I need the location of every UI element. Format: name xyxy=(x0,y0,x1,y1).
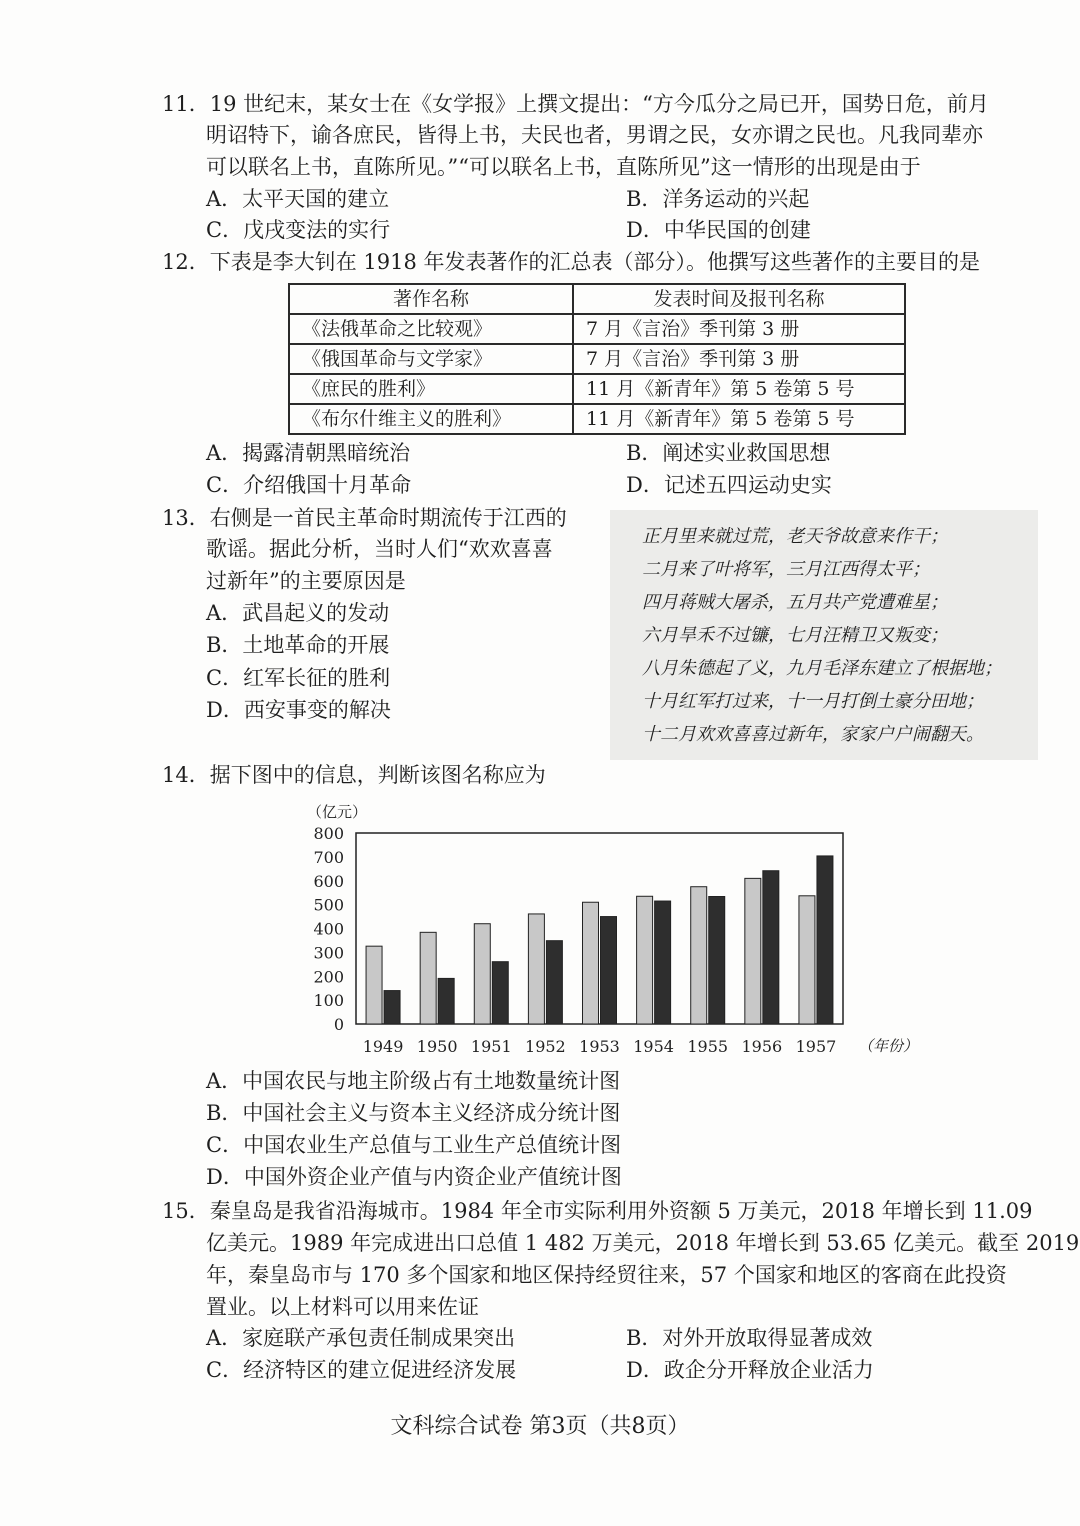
x-tick-label: 1953 xyxy=(579,1037,620,1056)
q14-option-c: C．中国农业生产总值与工业生产总值统计图 xyxy=(206,1133,622,1157)
q13-line-3: 过新年”的主要原因是 xyxy=(206,569,406,593)
x-tick-label: 1957 xyxy=(795,1037,837,1056)
q12-option-a: A．揭露清朝黑暗统治 xyxy=(206,441,411,465)
q11-option-b: B．洋务运动的兴起 xyxy=(626,187,810,211)
q12-option-d: D．记述五四运动史实 xyxy=(626,473,832,497)
y-tick-label: 100 xyxy=(313,991,344,1011)
table-cell: 7 月《言治》季刊第 3 册 xyxy=(573,314,905,344)
table-header-title: 著作名称 xyxy=(289,284,573,314)
y-tick-label: 800 xyxy=(313,824,344,843)
song-line: 十月红军打过来，十一月打倒土豪分田地； xyxy=(642,691,984,712)
y-tick-label: 300 xyxy=(313,943,344,963)
x-tick-label: 1949 xyxy=(362,1037,404,1056)
table-cell: 《布尔什维主义的胜利》 xyxy=(289,404,573,434)
q13-option-c: C．红军长征的胜利 xyxy=(206,666,391,690)
bar-light-1951 xyxy=(474,924,490,1024)
bar-light-1955 xyxy=(691,887,707,1024)
q11-line-1: 11．19 世纪末，某女士在《女学报》上撰文提出：“方今瓜分之局已开，国势日危，前月 xyxy=(162,92,989,116)
bar-dark-1950 xyxy=(438,978,454,1024)
bar-dark-1952 xyxy=(546,941,562,1024)
q15-line-1: 15．秦皇岛是我省沿海城市。1984 年全市实际利用外资额 5 万美元，2018 年增长到 11.09 xyxy=(162,1199,1033,1223)
x-tick-label: 1955 xyxy=(687,1037,729,1056)
bar-dark-1949 xyxy=(384,991,400,1024)
folk-song-box xyxy=(610,510,1038,760)
y-tick-label: 500 xyxy=(313,895,344,915)
q12-option-b: B．阐述实业救国思想 xyxy=(626,441,831,465)
song-line: 六月旱禾不过镰，七月汪精卫又叛变； xyxy=(642,625,948,646)
bar-dark-1953 xyxy=(601,917,617,1024)
q15-option-a: A．家庭联产承包责任制成果突出 xyxy=(206,1326,516,1350)
y-axis-label: （亿元） xyxy=(307,803,368,821)
q14-option-d: D．中国外资企业产值与内资企业产值统计图 xyxy=(206,1165,622,1189)
table-cell: 11 月《新青年》第 5 卷第 5 号 xyxy=(573,404,905,434)
song-line: 正月里来就过荒，老天爷故意来作干； xyxy=(642,526,948,547)
bar-dark-1954 xyxy=(655,901,671,1024)
q15-option-b: B．对外开放取得显著成效 xyxy=(626,1326,873,1350)
table-cell: 《庶民的胜利》 xyxy=(289,374,573,404)
q15-option-d: D．政企分开释放企业活力 xyxy=(626,1358,874,1382)
bar-light-1957 xyxy=(799,896,815,1024)
x-tick-label: 1950 xyxy=(416,1037,458,1056)
q13-option-b: B．土地革命的开展 xyxy=(206,633,390,657)
x-tick-label: 1952 xyxy=(525,1037,566,1056)
song-line: 二月来了叶将军，三月江西得太平； xyxy=(642,559,930,580)
page-footer: 文科综合试卷 第3页（共8页） xyxy=(390,1414,690,1439)
bar-light-1953 xyxy=(583,902,599,1024)
q15-line-3: 年，秦皇岛市与 170 多个国家和地区保持经贸往来，57 个国家和地区的客商在此投资 xyxy=(206,1263,1007,1287)
q14-option-a: A．中国农民与地主阶级占有土地数量统计图 xyxy=(206,1069,621,1093)
q13-line-2: 歌谣。据此分析，当时人们“欢欢喜喜 xyxy=(206,537,553,561)
y-tick-label: 600 xyxy=(313,871,344,891)
bar-light-1956 xyxy=(745,878,761,1024)
table-cell: 11 月《新青年》第 5 卷第 5 号 xyxy=(573,374,905,404)
bar-light-1954 xyxy=(637,896,653,1024)
q11-option-d: D．中华民国的创建 xyxy=(626,218,811,242)
bar-chart xyxy=(0,795,1080,1075)
x-tick-label: 1951 xyxy=(470,1037,512,1056)
y-tick-label: 200 xyxy=(313,967,344,987)
table-cell: 《俄国革命与文学家》 xyxy=(289,344,573,374)
bar-light-1949 xyxy=(366,946,382,1024)
q15-option-c: C．经济特区的建立促进经济发展 xyxy=(206,1358,517,1382)
q11-line-3: 可以联名上书，直陈所见。”“可以联名上书，直陈所见”这一情形的出现是由于 xyxy=(206,155,921,179)
q14-option-b: B．中国社会主义与资本主义经济成分统计图 xyxy=(206,1101,621,1125)
q13-line-1: 13．右侧是一首民主革命时期流传于江西的 xyxy=(162,506,567,530)
bar-dark-1957 xyxy=(817,856,833,1024)
bar-dark-1956 xyxy=(763,871,779,1024)
bar-dark-1951 xyxy=(492,962,508,1024)
bar-light-1950 xyxy=(420,932,436,1024)
song-line: 十二月欢欢喜喜过新年，家家户户闹翻天。 xyxy=(642,724,984,745)
table-cell: 《法俄革命之比较观》 xyxy=(289,314,573,344)
q12-option-c: C．介绍俄国十月革命 xyxy=(206,473,412,497)
q11-option-c: C．戊戌变法的实行 xyxy=(206,218,391,242)
q13-option-d: D．西安事变的解决 xyxy=(206,698,391,722)
table-header-publication: 发表时间及报刊名称 xyxy=(573,284,905,314)
q15-line-2: 亿美元。1989 年完成进出口总值 1 482 万美元，2018 年增长到 53.65 亿美元。截至 2019 xyxy=(206,1231,1080,1255)
song-line: 四月蒋贼大屠杀，五月共产党遭难星； xyxy=(642,592,948,613)
song-line: 八月朱德起了义，九月毛泽东建立了根据地； xyxy=(642,658,1002,679)
bar-dark-1955 xyxy=(709,897,725,1024)
y-tick-label: 700 xyxy=(313,847,344,867)
table-cell: 7 月《言治》季刊第 3 册 xyxy=(573,344,905,374)
y-tick-label: 400 xyxy=(313,919,344,939)
bar-light-1952 xyxy=(528,914,544,1024)
q11-line-2: 明诏特下，谕各庶民，皆得上书，夫民也者，男谓之民，女亦谓之民也。凡我同辈亦 xyxy=(206,123,983,147)
x-tick-label: 1956 xyxy=(741,1037,783,1056)
q12-stem: 12．下表是李大钊在 1918 年发表著作的汇总表（部分）。他撰写这些著作的主要目的是 xyxy=(162,250,981,274)
q13-option-a: A．武昌起义的发动 xyxy=(206,601,390,625)
q14-stem: 14．据下图中的信息，判断该图名称应为 xyxy=(162,763,546,787)
x-axis-label: （年份） xyxy=(858,1037,919,1055)
x-tick-label: 1954 xyxy=(633,1037,674,1056)
y-tick-label: 0 xyxy=(333,1015,344,1034)
q12-table xyxy=(288,283,906,435)
q15-line-4: 置业。以上材料可以用来佐证 xyxy=(206,1295,479,1319)
q11-option-a: A．太平天国的建立 xyxy=(206,187,390,211)
